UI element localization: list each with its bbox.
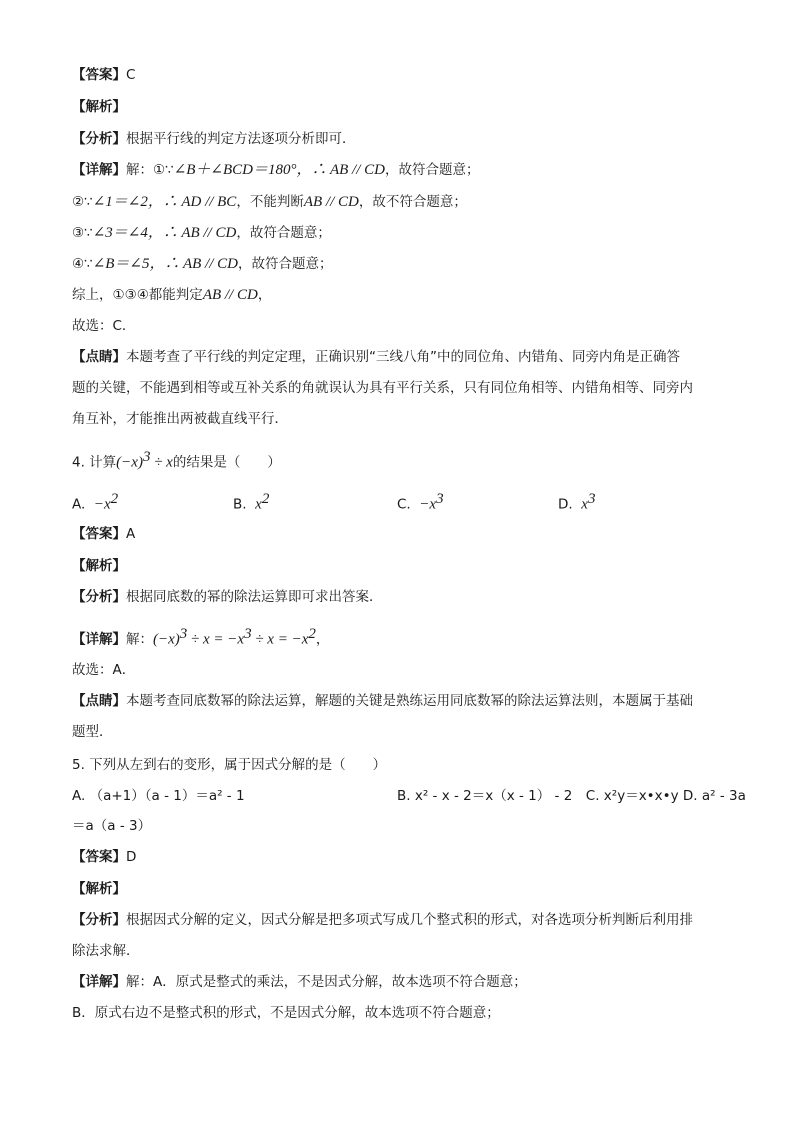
text: ，故符合题意； [236, 225, 331, 241]
label: C. [397, 496, 411, 513]
answer-value: D [126, 849, 137, 865]
answer-tag: 【答案】 [72, 849, 126, 865]
exponent: 2 [110, 491, 119, 507]
exponent: 3 [244, 626, 252, 642]
text: 4. 计算 [72, 454, 117, 471]
answer-value: C [126, 67, 136, 83]
text: ③∵ [72, 225, 93, 241]
answer-tag: 【答案】 [72, 67, 126, 83]
math: ∠1＝∠2，∴ AD // BC [92, 194, 237, 210]
answer-value: A [126, 526, 136, 542]
math: ∠B＝∠5，∴ AB // CD [92, 256, 238, 272]
label: A. [72, 496, 86, 513]
math: ÷ x = −x [251, 631, 309, 648]
q4-answer-line [72, 525, 135, 543]
math: ÷ x [150, 454, 173, 471]
text: 本题考查同底数幂的除法运算，解题的关键是熟练运用同底数幂的除法运算法则，本题属于基础 [126, 693, 693, 709]
math: x [581, 496, 588, 513]
text: 解：A．原式是整式的乘法，不是因式分解，故本选项不符合题意； [126, 974, 527, 990]
exponent: 3 [142, 449, 151, 465]
q3-dianjing-3: 角互补，才能推出两被截直线平行． [72, 411, 288, 427]
q3-fenxi [72, 130, 356, 148]
exponent: 2 [308, 626, 316, 642]
q3-xiangjie-5 [72, 286, 271, 304]
q4-stem [72, 448, 281, 472]
q4-analysis-heading: 【解析】 [72, 558, 126, 574]
text: 根据同底数的幂的除法运算即可求出答案． [126, 589, 383, 605]
math: ÷ x = −x [187, 631, 245, 648]
q5-option-d-cont: ＝a（a - 3） [72, 818, 152, 834]
text: ，故符合题意； [237, 256, 333, 272]
answer-tag: 【答案】 [72, 526, 126, 542]
exponent: 3 [436, 491, 444, 507]
dianjing-tag: 【点睛】 [72, 693, 126, 709]
q3-xiangjie-2 [72, 193, 467, 211]
math: (−x) [116, 454, 143, 471]
math: −x [419, 496, 437, 513]
q3-xiangjie-3 [72, 224, 331, 242]
q4-fenxi [72, 588, 383, 606]
text: ， [315, 631, 330, 648]
dianjing-tag: 【点睛】 [72, 349, 126, 365]
text: ，不能判断 [236, 194, 304, 210]
math: x [255, 496, 262, 513]
math: AB // CD [202, 287, 258, 303]
q3-xiangjie-4 [72, 255, 332, 273]
math: −x [93, 496, 111, 513]
fenxi-tag: 【分析】 [72, 912, 126, 928]
exponent: 2 [261, 491, 270, 507]
q5-analysis-heading: 【解析】 [72, 881, 126, 897]
q3-choice: 故选：C． [72, 318, 136, 334]
q5-xiangjie-2: B．原式右边不是整式积的形式，不是因式分解，故本选项不符合题意； [72, 1005, 500, 1021]
q5-xiangjie-1 [72, 973, 527, 991]
q5-fenxi-2: 除法求解． [72, 943, 140, 959]
text: ②∵ [72, 194, 93, 210]
text: 解：①∵ [126, 162, 174, 178]
fenxi-tag: 【分析】 [72, 589, 126, 605]
text: 本题考查了平行线的判定定理，正确识别“三线八角”中的同位角、内错角、同旁内角是正确答 [126, 349, 680, 365]
q5-answer-line [72, 848, 136, 866]
q4-choice: 故选：A． [72, 662, 136, 678]
text: ， [257, 287, 272, 303]
exponent: 3 [587, 491, 596, 507]
q5-option-a: A. （a+1）（a - 1）＝a² - 1 [72, 788, 245, 804]
q5-fenxi-1 [72, 911, 693, 929]
q4-option-a [72, 490, 118, 514]
q5-stem: 5. 下列从左到右的变形，属于因式分解的是（ ） [72, 757, 387, 773]
label: D. [558, 496, 573, 513]
xiangjie-tag: 【详解】 [72, 162, 126, 178]
text: ④∵ [72, 256, 93, 272]
q3-xiangjie-1 [72, 161, 479, 179]
q4-dianjing-1 [72, 692, 693, 710]
q3-dianjing-1 [72, 348, 680, 366]
text: 根据因式分解的定义，因式分解是把多项式写成几个整式积的形式，对各选项分析判断后利用排 [126, 912, 693, 928]
text: 解： [126, 631, 153, 648]
exponent: 3 [179, 626, 188, 642]
q3-answer-line [72, 66, 135, 84]
math: ∠3＝∠4，∴ AB // CD [92, 225, 237, 241]
text: 综上，①③④都能判定 [72, 287, 203, 303]
q4-option-d [558, 490, 595, 514]
math: AB // CD [303, 194, 359, 210]
q5-option-bcd: B. x² - x - 2＝x（x - 1） - 2 C. x²y＝x•x•y D. a² - 3a [397, 788, 746, 804]
math: (−x) [153, 631, 180, 648]
q4-dianjing-2: 题型． [72, 724, 113, 740]
q3-dianjing-2: 题的关键，不能遇到相等或互补关系的角就误认为具有平行关系，只有同位角相等、内错角相等、同旁内 [72, 380, 693, 396]
xiangjie-tag: 【详解】 [72, 631, 126, 648]
math: ∠B＋∠BCD＝180°，∴ AB // CD [173, 162, 385, 178]
text: 的结果是（ ） [172, 454, 281, 471]
text: ，故符合题意； [384, 162, 480, 178]
q4-option-c [397, 490, 444, 514]
label: B. [233, 496, 247, 513]
q3-analysis-heading: 【解析】 [72, 99, 126, 115]
fenxi-tag: 【分析】 [72, 131, 126, 147]
text: ，故不符合题意； [358, 194, 467, 210]
q4-option-b [233, 490, 269, 514]
xiangjie-tag: 【详解】 [72, 974, 126, 990]
fenxi-text: 根据平行线的判定方法逐项分析即可． [126, 131, 356, 147]
q4-xiangjie [72, 625, 329, 649]
